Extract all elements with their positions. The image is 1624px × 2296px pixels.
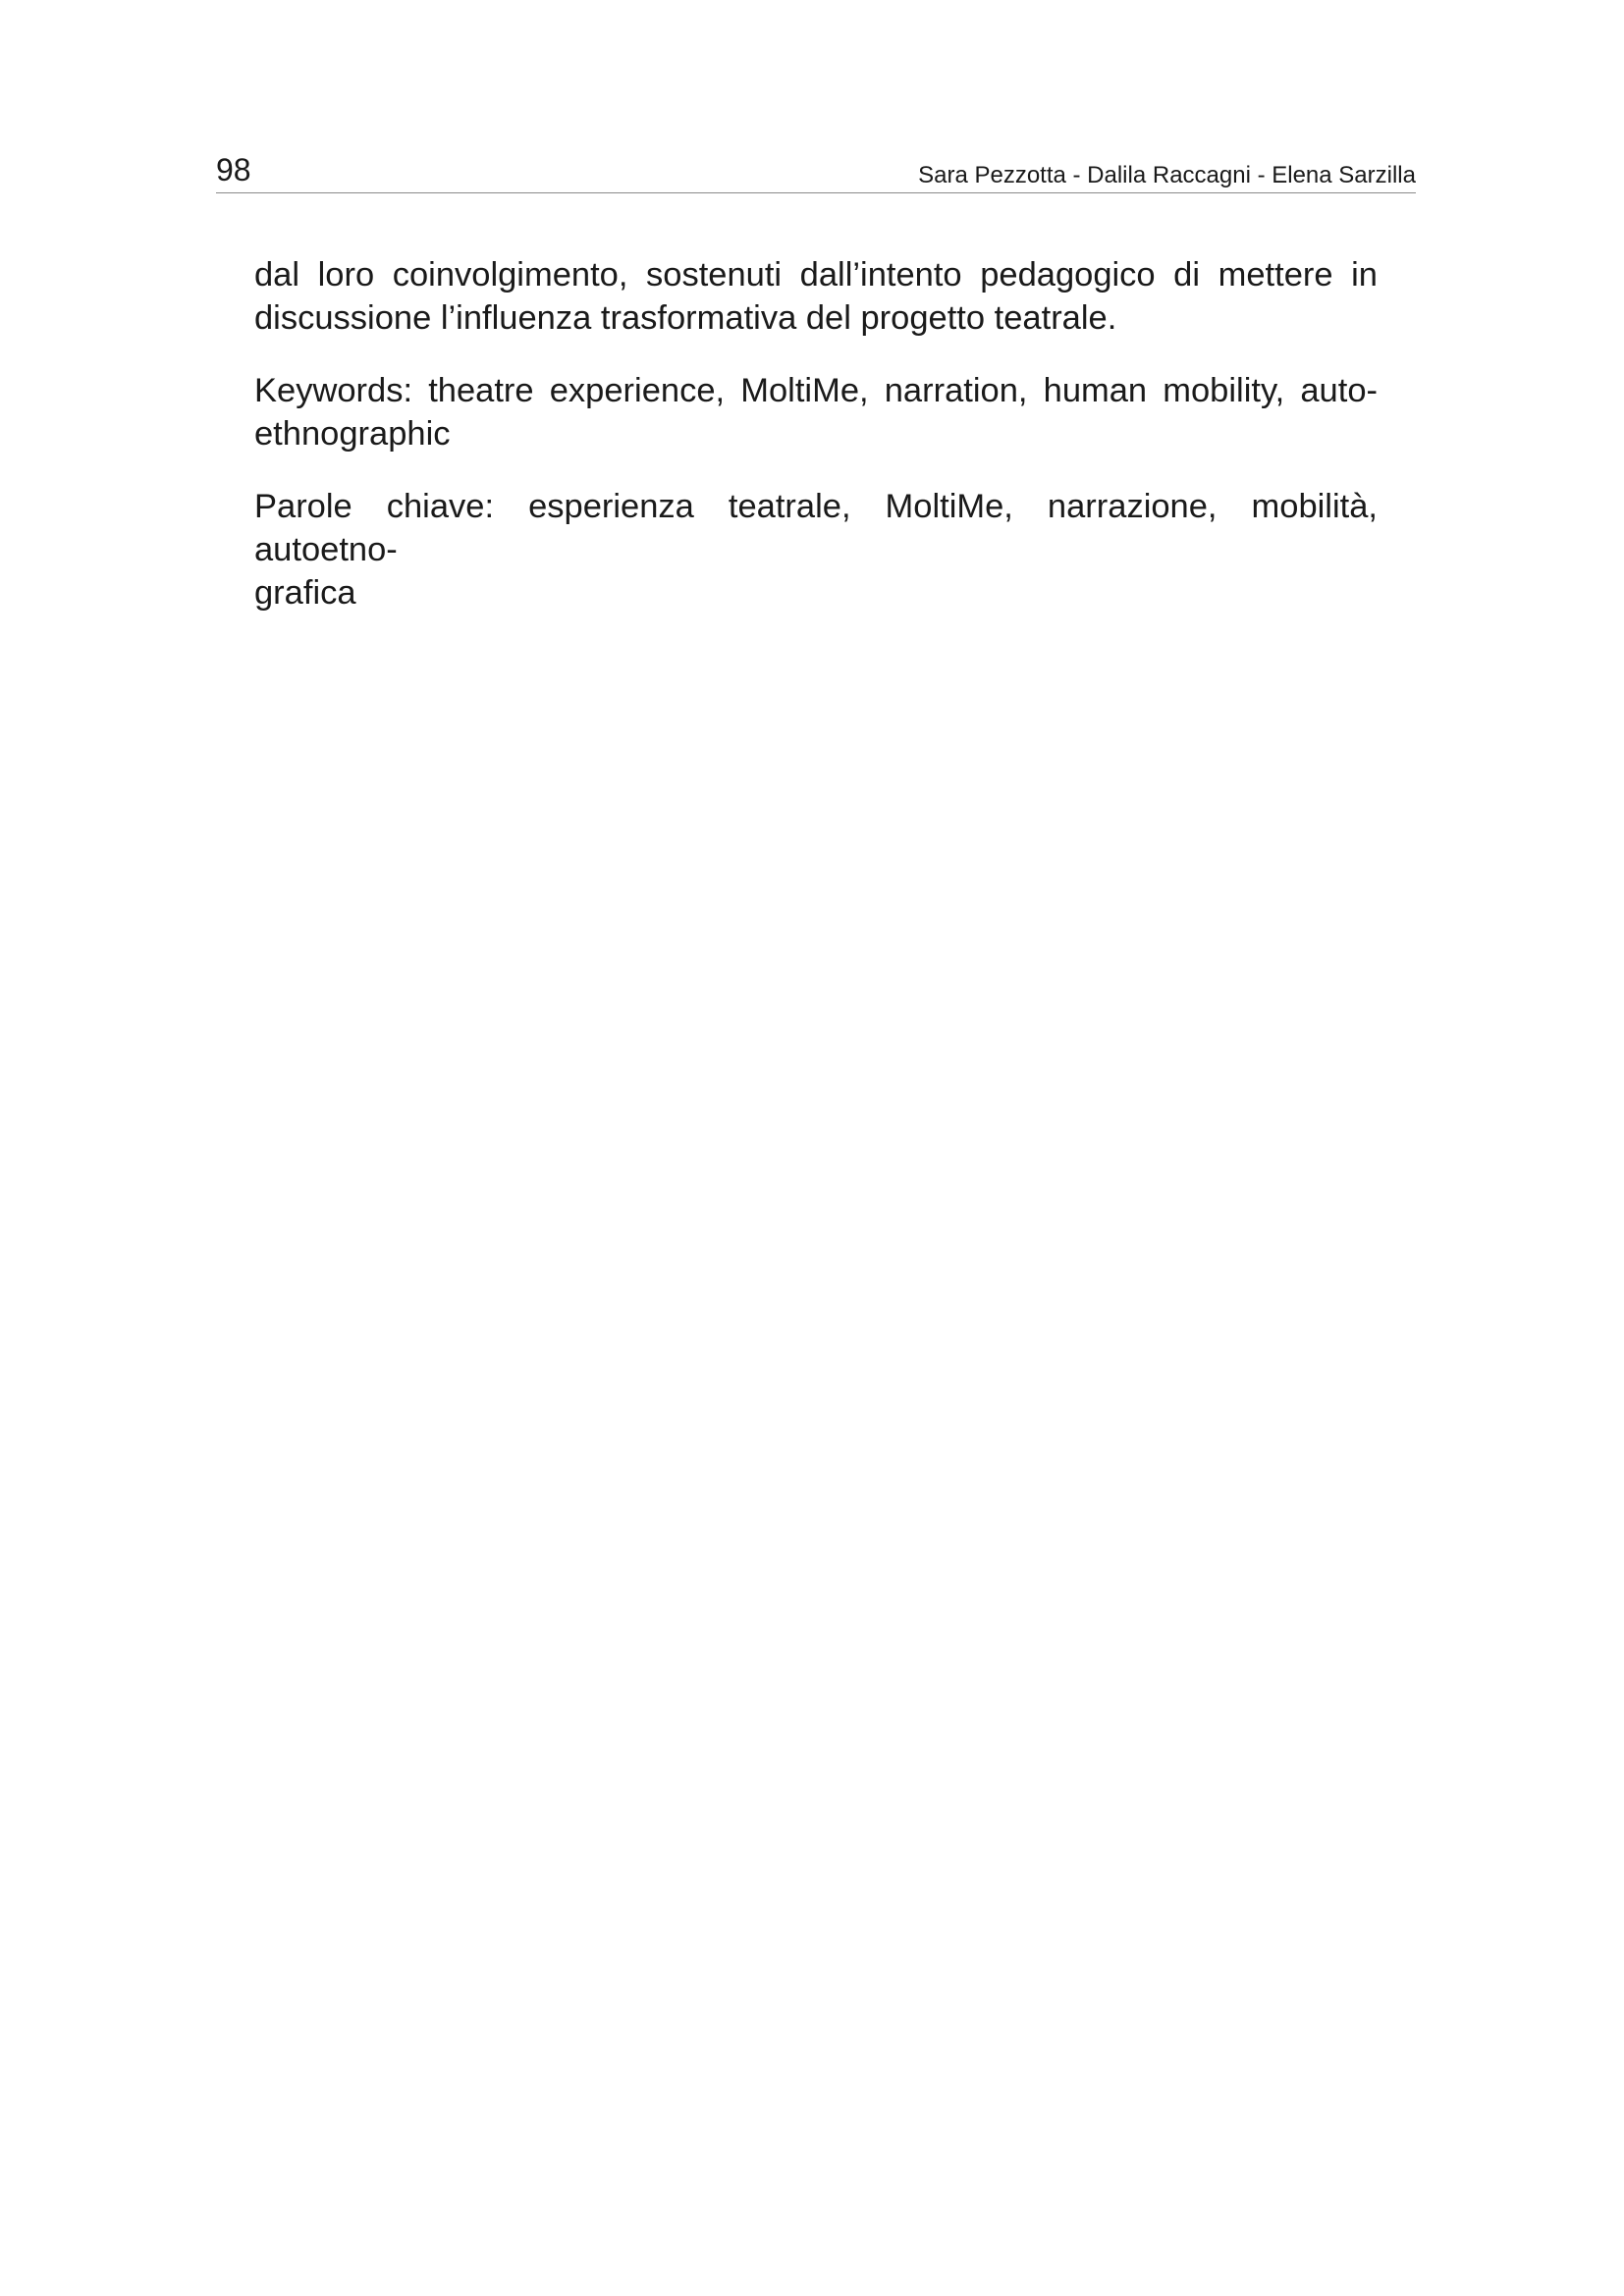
text-line: Parole chiave: esperienza teatrale, MoltiMe, narrazione, mobilità, autoetno- [254, 488, 1378, 568]
text-line: ethnographic [254, 415, 451, 453]
text-line: discussione l’influenza trasformativa del progetto teatrale. [254, 299, 1117, 337]
page-number: 98 [216, 152, 251, 187]
body-text [254, 253, 1378, 644]
running-head-authors: Sara Pezzotta - Dalila Raccagni - Elena Sarzilla [918, 162, 1416, 188]
text-line: Keywords: theatre experience, MoltiMe, narration, human mobility, auto- [254, 372, 1378, 409]
paragraph-abstract-end [254, 253, 1378, 340]
text-line: dal loro coinvolgimento, sostenuti dall’intento pedagogico di mettere in [254, 256, 1378, 294]
page-header [216, 147, 1416, 193]
keywords-paragraph [254, 369, 1378, 455]
parole-chiave-paragraph [254, 485, 1378, 614]
text-line: grafica [254, 574, 356, 612]
